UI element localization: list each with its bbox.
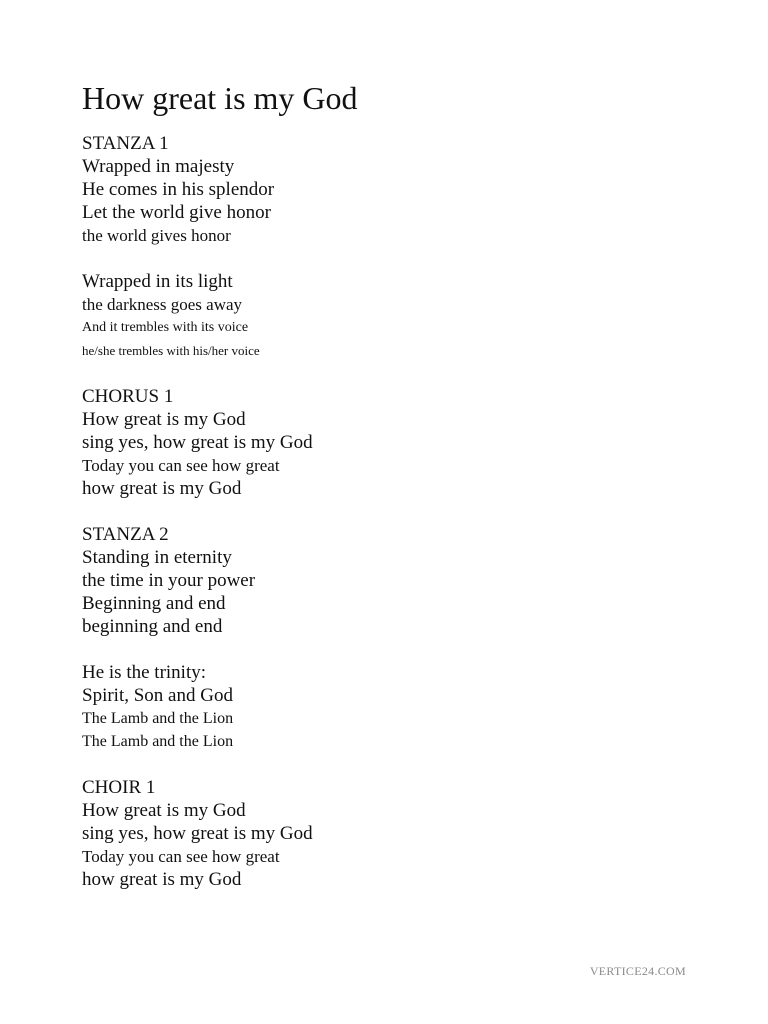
lyric-line: he/she trembles with his/her voice xyxy=(82,343,260,358)
lyric-line: the darkness goes away xyxy=(82,295,243,314)
lyric-line: He comes in his splendor xyxy=(82,179,275,200)
section-choir-1 xyxy=(82,776,722,891)
lyric-line: Today you can see how great xyxy=(82,847,280,866)
song-title: How great is my God xyxy=(82,80,358,116)
section-stanza-1 xyxy=(82,132,722,247)
lyric-line: Spirit, Son and God xyxy=(82,685,233,706)
lyric-line: the world gives honor xyxy=(82,226,231,245)
lyric-line: sing yes, how great is my God xyxy=(82,432,313,453)
section-stanza-2-part-2 xyxy=(82,661,722,753)
lyric-line: how great is my God xyxy=(82,869,242,890)
lyric-line: the time in your power xyxy=(82,570,256,591)
lyric-line: The Lamb and the Lion xyxy=(82,710,234,727)
section-stanza-2 xyxy=(82,523,722,638)
lyrics-page xyxy=(82,78,722,914)
lyric-line: Today you can see how great xyxy=(82,456,280,475)
lyric-line: Wrapped in its light xyxy=(82,271,233,292)
lyric-line: Wrapped in majesty xyxy=(82,156,235,177)
section-stanza-1-part-2 xyxy=(82,270,722,362)
site-watermark: VERTICE24.COM xyxy=(589,964,686,978)
lyric-line: Beginning and end xyxy=(82,593,226,614)
lyric-line: And it trembles with its voice xyxy=(82,320,249,335)
lyric-line: He is the trinity: xyxy=(82,662,207,683)
section-heading: STANZA 2 xyxy=(82,524,169,545)
section-heading: CHORUS 1 xyxy=(82,386,174,407)
lyric-line: How great is my God xyxy=(82,409,246,430)
section-heading: CHOIR 1 xyxy=(82,777,156,798)
section-heading: STANZA 1 xyxy=(82,133,169,154)
lyric-line: How great is my God xyxy=(82,800,246,821)
lyric-line: beginning and end xyxy=(82,616,223,637)
lyric-line: Let the world give honor xyxy=(82,202,271,223)
lyric-line: Standing in eternity xyxy=(82,547,232,568)
lyric-line: how great is my God xyxy=(82,478,242,499)
lyric-line: sing yes, how great is my God xyxy=(82,823,313,844)
section-chorus-1 xyxy=(82,385,722,500)
lyric-line: The Lamb and the Lion xyxy=(82,733,234,750)
